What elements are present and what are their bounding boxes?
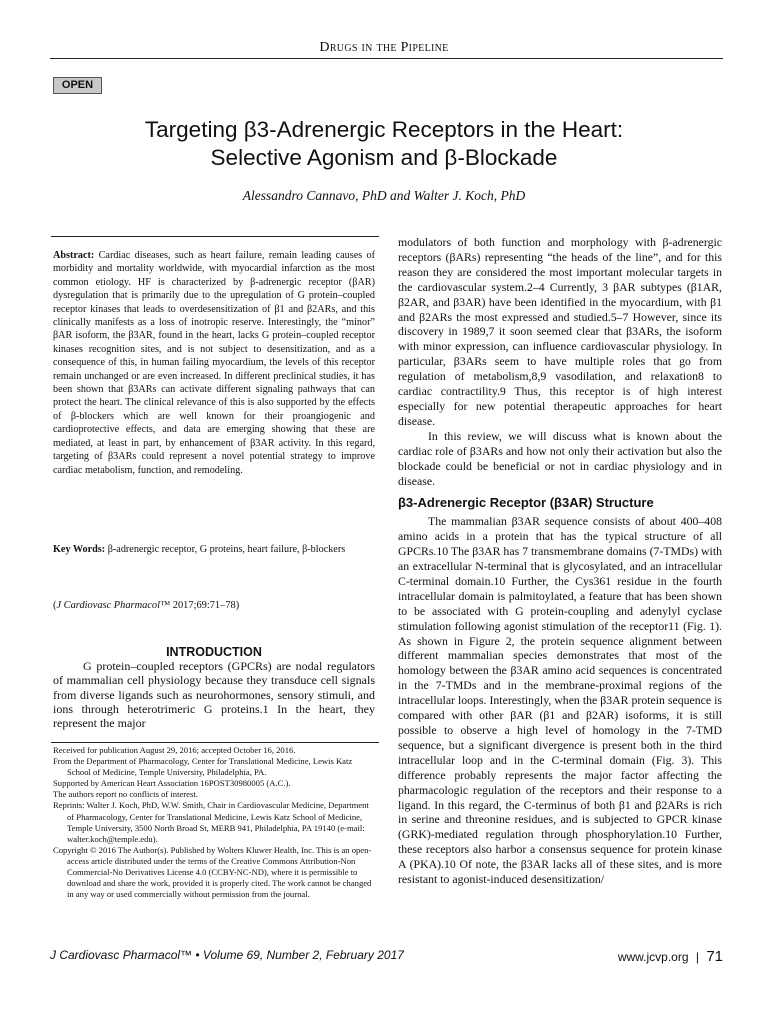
- citation-journal: J Cardiovasc Pharmacol™: [56, 600, 171, 611]
- citation-ref: 2017;69:71–78): [172, 600, 240, 611]
- title-line-1: Targeting β3-Adrenergic Receptors in the Heart:: [144, 117, 624, 142]
- page-number: 71: [706, 948, 723, 965]
- title-line-2: Selective Agonism and β-Blockade: [210, 145, 558, 170]
- page-footer: [50, 948, 723, 965]
- intro-paragraph: G protein–coupled receptors (GPCRs) are nodal regulators of mammalian cell physiology because they transduce cell signals from diverse ligands such as neurohormones, sensory stimuli, and ions through heterotrimeric G proteins.1 In the heart, they represent the major: [53, 659, 375, 731]
- right-paragraph-1: modulators of both function and morphology with β-adrenergic receptors (βARs) representing “the heads of the line”, and for this reason they are considered the most important molecular targets in the cardiovascular system.2–4 Currently, 3 βAR subtypes (β1AR, β2AR, and β3AR) have been identified in the myocardium, with β1 and β2ARs the most expressed and studied.5–7 However, since its discovery in 1989,7 it soon seemed clear that β3ARs, the isoform with minor expression, can influence cardiovascular physiology. In particular, β3ARs seem to have multiple roles that go from regulation of metabolism,8,9 vasodilation, and relaxation8 to cardiac contractility.9 Thus, this receptor is of high interest especially for new potential therapeutic approaches for heart disease.: [398, 235, 722, 428]
- footer-right: www.jcvp.org | 71: [617, 948, 723, 965]
- abstract-label: Abstract:: [53, 250, 95, 261]
- footer-journal: J Cardiovasc Pharmacol™ • Volume 69, Number 2, February 2017: [50, 948, 404, 962]
- footnote-copyright: Copyright © 2016 The Author(s). Published by Wolters Kluwer Health, Inc. This is an open-access article distributed under the terms of the Creative Commons Attribution-Non Commercial-No Derivatives License 4.0 (CCBY-NC-ND), where it is permissible to download and share the work, provided it is properly cited. The work cannot be changed in any way or used commercially without permission from the journal.: [53, 844, 372, 900]
- abstract: [53, 249, 375, 477]
- keywords-text: β-adrenergic receptor, G proteins, heart failure, β-blockers: [107, 544, 346, 555]
- keywords-label: Key Words:: [53, 544, 106, 555]
- footer-url[interactable]: www.jcvp.org: [617, 950, 689, 964]
- authors: Alessandro Cannavo, PhD and Walter J. Koch, PhD: [242, 188, 526, 203]
- introduction-text: [53, 659, 375, 730]
- abstract-text: Cardiac diseases, such as heart failure, remain leading causes of morbidity and mortality worldwide, with myocardial infarction as the most common etiology. HF is characterized by β-adrenergic receptor (βAR) dysregulation that is primarily due to the upregulation of G protein–coupled receptor kinases that leads to overdesensitization of β1 and β2ARs, and this clinically manifests as a loss of inotropic reserve. Interestingly, the “minor” βAR isoform, the β3AR, found in the heart, lacks G protein–coupled receptor kinases recognition sites, and is not subject to desensitization, and as a consequence of this, in human failing myocardium, the levels of this receptor remain unchanged or are even increased. In different preclinical studies, it has been shown that β3ARs can activate different signaling pathways that can protect the heart. The clinical relevance of this is also supported by the effects of β-blockers which are well known for their proangiogenic and cardioprotective effects, and data are emerging showing that these are mediated, at least in part, by enhancement of β3AR activity. In this regard, targeting of β3ARs could represent a novel potential strategy to improve cardiac metabolism, function, and remodeling.: [53, 250, 375, 476]
- open-access-badge: OPEN: [53, 77, 102, 94]
- article-title: [40, 116, 728, 172]
- footnote-affiliation: From the Department of Pharmacology, Center for Translational Medicine, Lewis Katz School of Medicine, Temple University, Philadelphia, PA.: [53, 756, 353, 778]
- footnote-reprints: Reprints: Walter J. Koch, PhD, W.W. Smith, Chair in Cardiovascular Medicine, Department of Pharmacology, Center for Translational Medicine, Lewis Katz School of Medicine, Temple University, 3500 North Broad St, MERB 941, Philadelphia, PA 19140 (e-mail: walter.koch@temple.edu).: [53, 800, 369, 844]
- footnote-rule: [51, 742, 379, 743]
- footnote-conflicts: The authors report no conflicts of interest.: [53, 789, 198, 800]
- right-column: [398, 235, 722, 887]
- right-paragraph-3: The mammalian β3AR sequence consists of about 400–408 amino acids in a protein that has the typical structure of all GPCRs.10 The β3AR has 7 transmembrane domains (7-TMDs) with an extracellular N-terminal that is glycosylated, and an intracellular C-terminal domain.10 Further, the Cys361 residue in the fourth intracellular domain is palmitoylated, a feature that has been shown to be associated with G protein-coupling and adenylyl cyclase stimulation following agonist stimulation of the receptor11 (Fig. 1). As shown in Figure 2, the protein sequence alignment between different mammalian species demonstrates that most of the homology between the β3AR amino acid sequences is concentrated in the 7-TMDs and in the membrane-proximal regions of the intracellular loops. Interestingly, when the β3AR protein sequence is compared with other βAR (β1 and β2AR) isoforms, it is still possible to observe a high level of homology in the 7-TMD sequence, but a significant divergence is present both in the third intracellular loop and in the C-terminal domain (Fig. 3). This difference probably represents the major factor affecting the pharmacologic regulation of the receptors and their response to a ligand. In this regard, the C-terminus of both β1 and β2ARs is rich in serine and threonine residues, and is subjected to GPCR kinase (GRK)-mediated regulation through phosphorylation.10 Further, these receptors also harbor a consensus sequence for protein kinase A (PKA).10 Of note, the β3AR lacks all of these sites, and is more resistant to agonist-induced desensitization/: [398, 514, 722, 887]
- keywords: [53, 543, 375, 556]
- introduction-heading: INTRODUCTION: [166, 645, 262, 659]
- citation: (J Cardiovasc Pharmacol™ 2017;69:71–78): [53, 600, 240, 611]
- right-paragraph-2: In this review, we will discuss what is known about the cardiac role of β3ARs and how not only their activation but also the blockade could be beneficial or not in cardiac physiology and in disease.: [398, 428, 722, 488]
- footnotes: [53, 745, 378, 900]
- running-header: Drugs in the Pipeline: [319, 40, 449, 55]
- section-heading-structure: β3-Adrenergic Receptor (β3AR) Structure: [398, 495, 654, 511]
- footnote-received: Received for publication August 29, 2016; accepted October 16, 2016.: [53, 745, 296, 755]
- header-rule: [50, 58, 723, 59]
- footnote-funding: Supported by American Heart Association 16POST30980005 (A.C.).: [53, 778, 291, 789]
- abstract-rule: [51, 236, 379, 239]
